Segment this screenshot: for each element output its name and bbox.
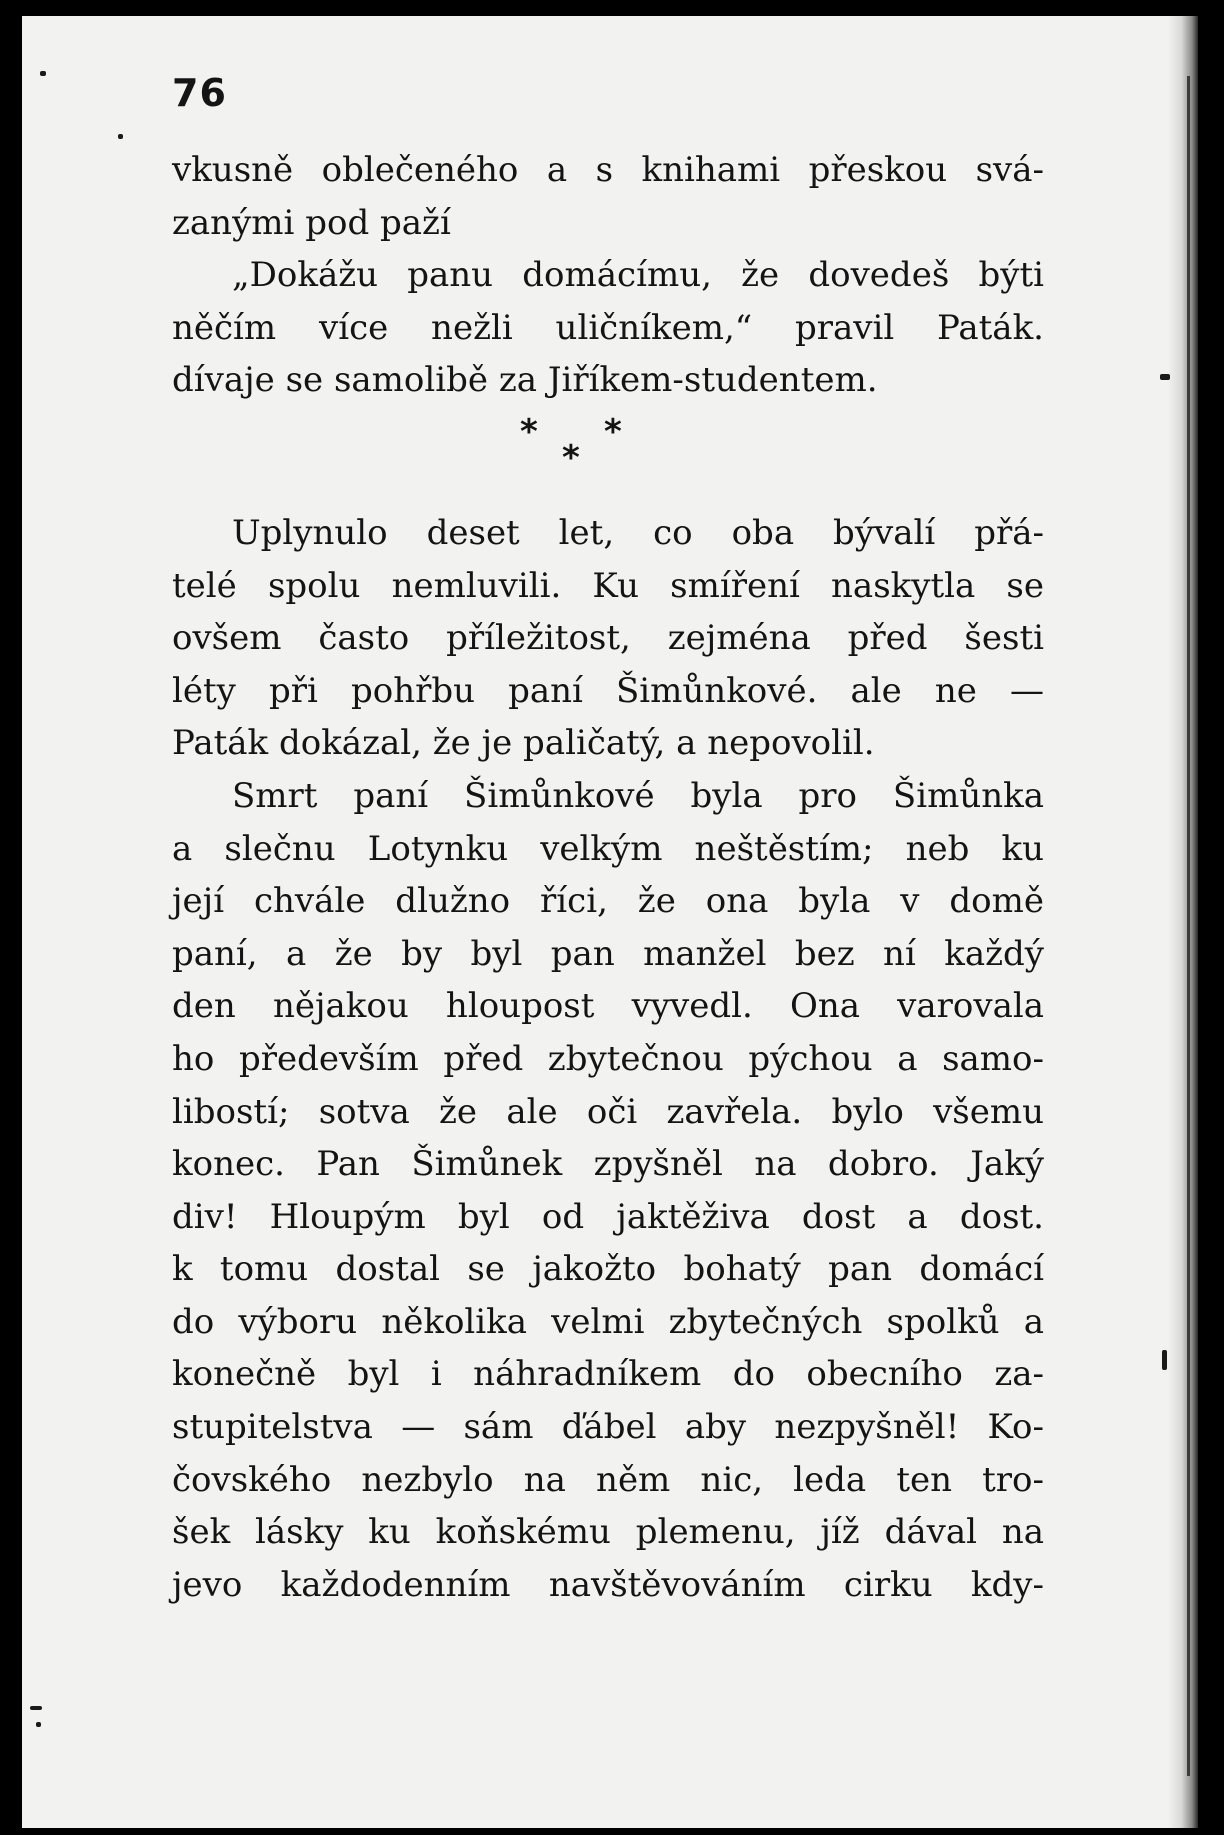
text-line: a slečnu Lotynku velkým neštěstím; neb ku [172, 828, 1044, 869]
separator-asterisk: * [562, 437, 580, 478]
separator-asterisk: * [520, 411, 538, 452]
scan-speck [118, 134, 123, 139]
scan-speck [1162, 1350, 1167, 1370]
scan-speck [30, 1706, 42, 1710]
book-page [22, 16, 1198, 1828]
text-line: vkusně oblečeného a s knihami přeskou svá- [172, 150, 1044, 190]
text-line: dívaje se samolibě za Jiříkem-studentem. [172, 360, 878, 401]
binding-edge [1168, 16, 1198, 1828]
text-line: zanými pod paží [172, 202, 451, 243]
text-line: Uplynulo deset let, co oba bývalí přá- [232, 512, 1044, 553]
text-line: k tomu dostal se jakožto bohatý pan domácí [172, 1249, 1044, 1290]
page-number: 76 [172, 71, 227, 115]
scan-speck [1160, 374, 1170, 380]
text-line: Smrt paní Šimůnkové byla pro Šimůnka [232, 775, 1044, 816]
text-block [172, 66, 1044, 1611]
text-line: Paták dokázal, že je paličatý, a nepovolil. [172, 723, 875, 764]
text-line: „Dokážu panu domácímu, že dovedeš býti [232, 255, 1044, 296]
text-line: telé spolu nemluvili. Ku smíření naskytla se [172, 565, 1044, 606]
paragraph [172, 770, 1044, 1612]
text-line: čovského nezbylo na něm nic, leda ten tro- [172, 1459, 1044, 1500]
text-line: do výboru několika velmi zbytečných spolků a [172, 1301, 1044, 1342]
text-line: šek lásky ku koňskému plemenu, jíž dával na [172, 1512, 1044, 1553]
text-line: jevo každodenním navštěvováním cirku kdy- [172, 1564, 1044, 1605]
scan-speck [36, 1722, 41, 1727]
section-separator [172, 407, 1044, 507]
text-line: konečně byl i náhradníkem do obecního za- [172, 1354, 1044, 1395]
text-line: něčím více nežli uličníkem,“ pravil Paták. [172, 307, 1044, 348]
text-line: den nějakou hloupost vyvedl. Ona varovala [172, 986, 1044, 1027]
text-line: libostí; sotva že ale oči zavřela. bylo všemu [172, 1091, 1044, 1132]
text-line: div! Hloupým byl od jaktěživa dost a dost. [172, 1196, 1044, 1237]
scan-speck [40, 71, 46, 76]
separator-asterisk: * [604, 411, 622, 452]
text-line: konec. Pan Šimůnek zpyšněl na dobro. Jaký [172, 1144, 1044, 1185]
text-line: její chvále dlužno říci, že ona byla v domě [172, 881, 1044, 922]
binding-shadow-line [1187, 76, 1190, 1776]
text-line: ho především před zbytečnou pýchou a samo- [172, 1038, 1044, 1079]
text-line: ovšem často příležitost, zejména před šesti [172, 618, 1044, 659]
text-line: léty při pohřbu paní Šimůnkové. ale ne — [172, 670, 1044, 711]
text-line: stupitelstva — sám ďábel aby nezpyšněl! Ko- [172, 1407, 1044, 1448]
paragraph [172, 507, 1044, 770]
text-line: paní, a že by byl pan manžel bez ní každý [172, 933, 1044, 974]
